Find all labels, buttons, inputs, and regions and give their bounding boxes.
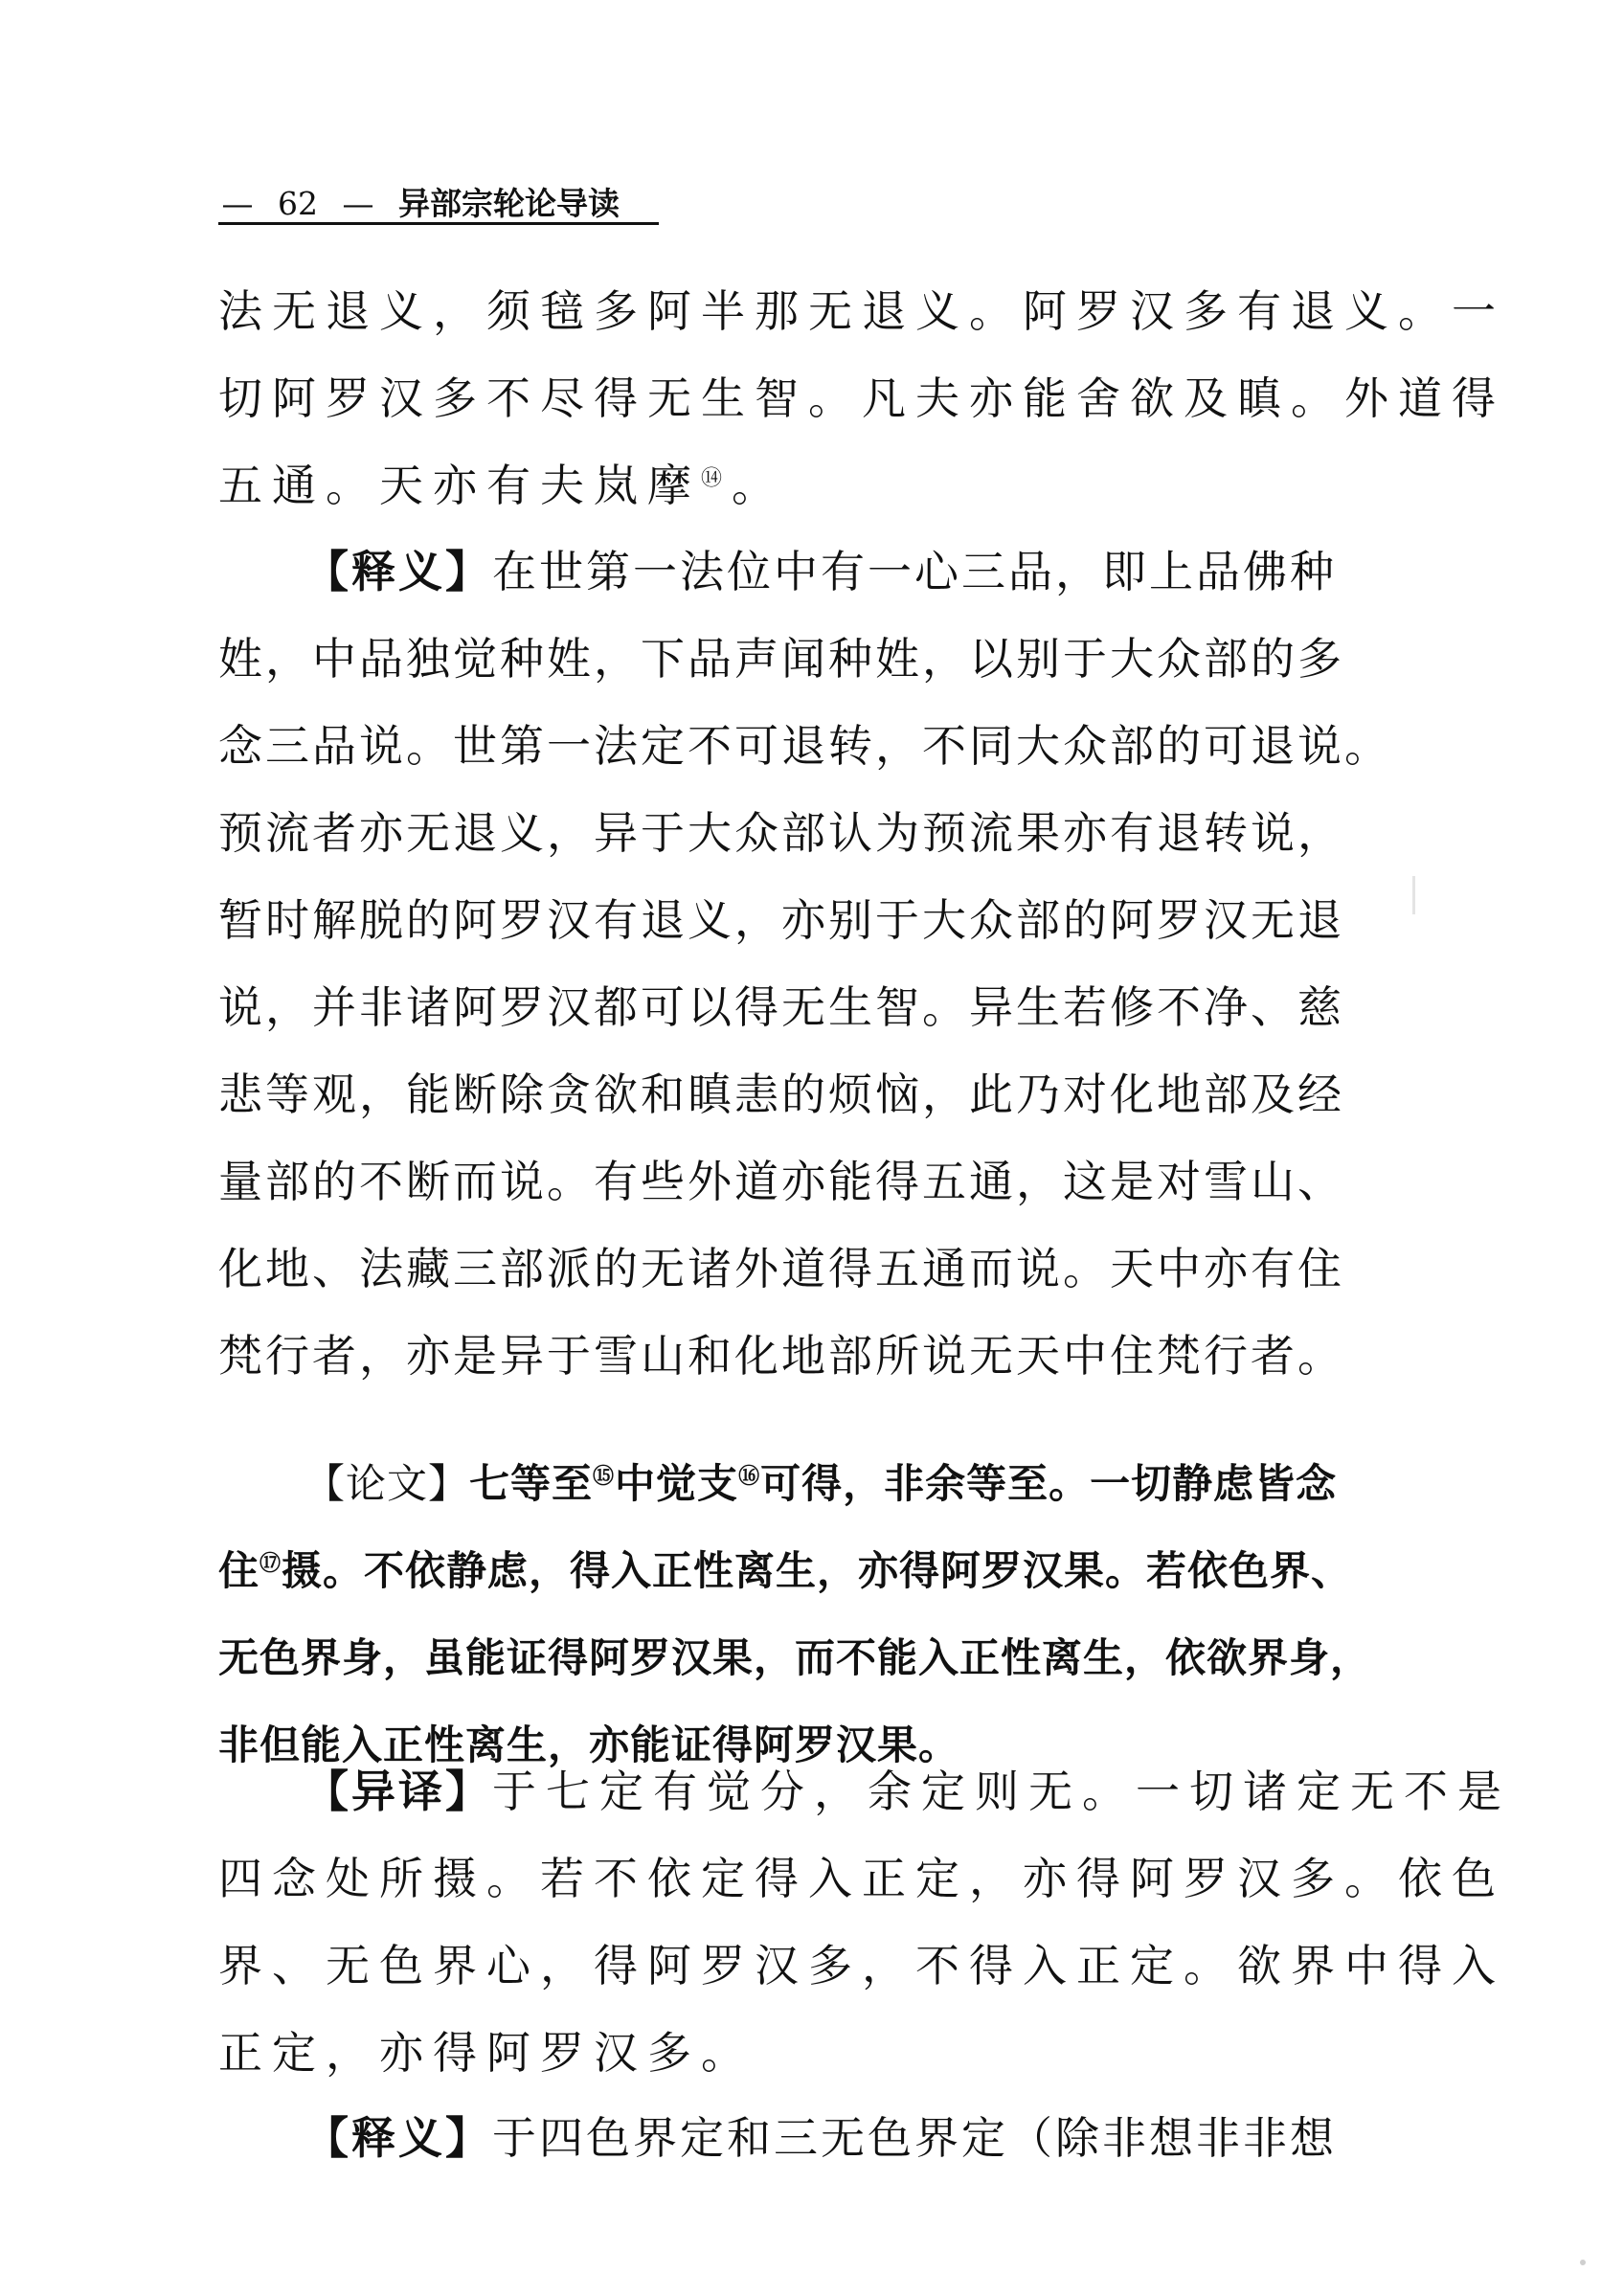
text-line: 暂时解脱的阿罗汉有退义，亦别于大众部的阿罗汉无退	[218, 894, 1344, 946]
text-line: 五通。天亦有夫岚摩⑭。	[218, 460, 786, 511]
text-line: 说，并非诸阿罗汉都可以得无生智。异生若修不净、慈	[218, 981, 1344, 1033]
footnote-marker: ⑰	[259, 1552, 282, 1576]
text-line: 【释义】在世第一法位中有一心三品，即上品佛种	[304, 546, 1337, 597]
text-line: 非但能入正性离生，亦能证得阿罗汉果。	[218, 1721, 960, 1768]
header-dash-left: —	[221, 185, 254, 222]
scan-artifact	[1580, 2260, 1586, 2265]
section-tag: 【释义】	[304, 2112, 492, 2164]
text-line: 【论文】七等至⑮中觉支⑯可得，非余等至。一切静虑皆念	[304, 1460, 1338, 1507]
text-line: 四念处所摄。若不依定得入正定，亦得阿罗汉多。依色	[218, 1853, 1505, 1904]
explanation-paragraph-2	[218, 2095, 1415, 2182]
text-line: 梵行者，亦是异于雪山和化地部所说无天中住梵行者。	[218, 1330, 1344, 1382]
explanation-paragraph	[218, 529, 1415, 1400]
scan-artifact	[1412, 876, 1415, 914]
footnote-marker: ⑯	[738, 1465, 761, 1489]
text-line: 姓，中品独觉种姓，下品声闻种姓，以别于大众部的多	[218, 633, 1344, 685]
header-dash-right: —	[342, 185, 374, 222]
section-tag: 【异译】	[304, 1766, 492, 1817]
header-rule	[218, 222, 659, 225]
text-line: 无色界身，虽能证得阿罗汉果，而不能入正性离生，依欲界身，	[218, 1634, 1372, 1681]
text-line: 法无退义，须毰多阿半那无退义。阿罗汉多有退义。一	[218, 285, 1505, 337]
section-tag: 【释义】	[304, 546, 492, 597]
text-line: 【异译】于七定有觉分，余定则无。一切诸定无不是	[304, 1766, 1511, 1817]
treatise-paragraph	[218, 1440, 1415, 1789]
text-line: 念三品说。世第一法定不可退转，不同大众部的可退说。	[218, 720, 1391, 772]
footnote-marker: ⑮	[593, 1465, 616, 1489]
text-line: 住⑰摄。不依静虑，得入正性离生，亦得阿罗汉果。若依色界、	[218, 1547, 1353, 1594]
book-title: 异部宗轮论导读	[398, 185, 620, 222]
footnote-marker: ⑭	[701, 466, 733, 491]
text-line: 化地、法藏三部派的无诸外道得五通而说。天中亦有住	[218, 1243, 1344, 1294]
text-line: 悲等观，能断除贪欲和瞋恚的烦恼，此乃对化地部及经	[218, 1069, 1344, 1120]
text-line: 预流者亦无退义，异于大众部认为预流果亦有退转说，	[218, 807, 1344, 859]
text-line: 量部的不断而说。有些外道亦能得五通，这是对雪山、	[218, 1156, 1344, 1207]
section-tag: 【论文】	[304, 1460, 470, 1507]
text-line: 切阿罗汉多不尽得无生智。凡夫亦能舍欲及瞋。外道得	[218, 372, 1505, 424]
text-line: 正定，亦得阿罗汉多。	[218, 2027, 755, 2079]
translation-continued	[218, 268, 1505, 529]
text-line: 界、无色界心，得阿罗汉多，不得入正定。欲界中得入	[218, 1940, 1505, 1991]
alt-translation-paragraph	[218, 1748, 1511, 2097]
page-number: 62	[278, 185, 318, 222]
text-line: 【释义】于四色界定和三无色界定（除非想非非想	[304, 2112, 1337, 2164]
